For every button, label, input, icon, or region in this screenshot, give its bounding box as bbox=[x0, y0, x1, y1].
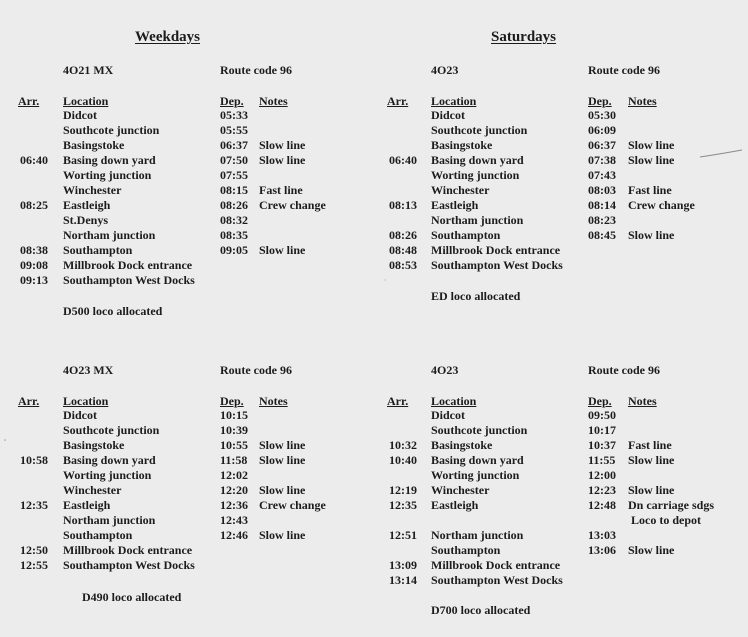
row-note: Fast line bbox=[259, 183, 303, 197]
route-code: Route code 96 bbox=[588, 63, 660, 77]
location-name: Didcot bbox=[431, 408, 465, 422]
arrival-time: 08:25 bbox=[20, 198, 48, 212]
departure-time: 11:55 bbox=[588, 453, 616, 467]
departure-time: 06:37 bbox=[220, 138, 248, 152]
departure-time: 12:36 bbox=[220, 498, 248, 512]
departure-time: 08:15 bbox=[220, 183, 248, 197]
departure-time: 07:50 bbox=[220, 153, 248, 167]
location-name: Didcot bbox=[63, 408, 97, 422]
departure-time: 10:37 bbox=[588, 438, 616, 452]
location-name: Millbrook Dock entrance bbox=[431, 558, 561, 572]
location-name: Basing down yard bbox=[431, 453, 524, 467]
location-name: Southampton West Docks bbox=[63, 558, 195, 572]
arrival-time: 13:09 bbox=[389, 558, 417, 572]
train-code: 4O23 bbox=[431, 63, 459, 77]
loco-allocation: ED loco allocated bbox=[431, 289, 521, 303]
row-note: Slow line bbox=[259, 243, 306, 257]
row-note: Slow line bbox=[259, 453, 306, 467]
location-name: Eastleigh bbox=[431, 498, 479, 512]
departure-time: 09:50 bbox=[588, 408, 616, 422]
weekdays-heading: Weekdays bbox=[135, 29, 201, 45]
departure-time: 06:37 bbox=[588, 138, 616, 152]
saturdays-heading: Saturdays bbox=[491, 29, 557, 45]
location-name: Southcote junction bbox=[63, 123, 160, 137]
location-name: Didcot bbox=[431, 108, 465, 122]
location-name: Southampton West Docks bbox=[431, 258, 563, 272]
row-note: Fast line bbox=[628, 438, 672, 452]
arrival-time: 12:55 bbox=[20, 558, 48, 572]
location-name: Winchester bbox=[63, 483, 122, 497]
row-note: Slow line bbox=[259, 528, 306, 542]
col-header-dep: Dep. bbox=[220, 94, 244, 108]
loco-allocation: D490 loco allocated bbox=[82, 590, 182, 604]
col-header-location: Location bbox=[63, 94, 109, 108]
departure-time: 12:20 bbox=[220, 483, 248, 497]
loco-allocation: D700 loco allocated bbox=[431, 603, 531, 617]
row-note: Crew change bbox=[628, 198, 695, 212]
col-header-location: Location bbox=[431, 94, 477, 108]
row-note: Slow line bbox=[628, 483, 675, 497]
arrival-time: 12:35 bbox=[389, 498, 417, 512]
train-code: 4O21 MX bbox=[63, 63, 114, 77]
departure-time: 08:35 bbox=[220, 228, 248, 242]
location-name: Southampton bbox=[431, 543, 501, 557]
location-name: Winchester bbox=[431, 183, 490, 197]
row-note: Slow line bbox=[628, 228, 675, 242]
departure-time: 11:58 bbox=[220, 453, 248, 467]
col-header-notes: Notes bbox=[259, 394, 288, 408]
location-name: Millbrook Dock entrance bbox=[431, 243, 561, 257]
location-name: Southampton bbox=[63, 243, 133, 257]
col-header-location: Location bbox=[431, 394, 477, 408]
location-name: Basingstoke bbox=[63, 438, 125, 452]
arrival-time: 10:40 bbox=[389, 453, 417, 467]
arrival-time: 08:53 bbox=[389, 258, 417, 272]
col-header-dep: Dep. bbox=[220, 394, 244, 408]
arrival-time: 12:19 bbox=[389, 483, 417, 497]
departure-time: 10:15 bbox=[220, 408, 248, 422]
location-name: Millbrook Dock entrance bbox=[63, 543, 193, 557]
row-note: Fast line bbox=[628, 183, 672, 197]
departure-time: 07:43 bbox=[588, 168, 616, 182]
location-name: Northam junction bbox=[63, 513, 156, 527]
col-header-dep: Dep. bbox=[588, 94, 612, 108]
row-note: Slow line bbox=[259, 438, 306, 452]
route-code: Route code 96 bbox=[588, 363, 660, 377]
col-header-notes: Notes bbox=[628, 394, 657, 408]
departure-time: 12:00 bbox=[588, 468, 616, 482]
departure-time: 08:45 bbox=[588, 228, 616, 242]
departure-time: 07:38 bbox=[588, 153, 616, 167]
departure-time: 12:02 bbox=[220, 468, 248, 482]
row-note: Slow line bbox=[628, 453, 675, 467]
location-name: Eastleigh bbox=[63, 198, 111, 212]
departure-time: 12:46 bbox=[220, 528, 248, 542]
col-header-arr: Arr. bbox=[387, 94, 409, 108]
location-name: Southampton bbox=[431, 228, 501, 242]
location-name: St.Denys bbox=[63, 213, 109, 227]
location-name: Southampton bbox=[63, 528, 133, 542]
arrival-time: 09:08 bbox=[20, 258, 48, 272]
row-note: Slow line bbox=[628, 153, 675, 167]
location-name: Southampton West Docks bbox=[431, 573, 563, 587]
col-header-arr: Arr. bbox=[18, 394, 40, 408]
location-name: Winchester bbox=[63, 183, 122, 197]
arrival-time: 06:40 bbox=[20, 153, 48, 167]
row-note: Slow line bbox=[259, 153, 306, 167]
location-name: Basing down yard bbox=[63, 153, 156, 167]
location-name: Basingstoke bbox=[63, 138, 125, 152]
departure-time: 06:09 bbox=[588, 123, 616, 137]
location-name: Worting junction bbox=[63, 468, 152, 482]
departure-time: 10:39 bbox=[220, 423, 248, 437]
arrival-time: 09:13 bbox=[20, 273, 48, 287]
col-header-arr: Arr. bbox=[18, 94, 40, 108]
location-name: Worting junction bbox=[431, 468, 520, 482]
location-name: Eastleigh bbox=[431, 198, 479, 212]
arrival-time: 08:26 bbox=[389, 228, 417, 242]
arrival-time: 13:14 bbox=[389, 573, 417, 587]
departure-time: 09:05 bbox=[220, 243, 248, 257]
row-note: Crew change bbox=[259, 498, 326, 512]
train-code: 4O23 MX bbox=[63, 363, 114, 377]
location-name: Southcote junction bbox=[431, 423, 528, 437]
arrival-time: 10:58 bbox=[20, 453, 48, 467]
route-code: Route code 96 bbox=[220, 63, 292, 77]
location-name: Worting junction bbox=[431, 168, 520, 182]
location-name: Winchester bbox=[431, 483, 490, 497]
location-name: Basingstoke bbox=[431, 138, 493, 152]
row-note: Loco to depot bbox=[631, 513, 701, 527]
departure-time: 05:55 bbox=[220, 123, 248, 137]
row-note: Slow line bbox=[259, 138, 306, 152]
row-note: Slow line bbox=[628, 543, 675, 557]
departure-time: 13:06 bbox=[588, 543, 616, 557]
departure-time: 05:33 bbox=[220, 108, 248, 122]
departure-time: 08:26 bbox=[220, 198, 248, 212]
row-note: Crew change bbox=[259, 198, 326, 212]
departure-time: 08:03 bbox=[588, 183, 616, 197]
location-name: Basing down yard bbox=[431, 153, 524, 167]
location-name: Southcote junction bbox=[431, 123, 528, 137]
location-name: Worting junction bbox=[63, 168, 152, 182]
arrival-time: 12:50 bbox=[20, 543, 48, 557]
col-header-arr: Arr. bbox=[387, 394, 409, 408]
row-note: Slow line bbox=[628, 138, 675, 152]
col-header-dep: Dep. bbox=[588, 394, 612, 408]
arrival-time: 06:40 bbox=[389, 153, 417, 167]
departure-time: 12:43 bbox=[220, 513, 248, 527]
departure-time: 10:17 bbox=[588, 423, 616, 437]
location-name: Eastleigh bbox=[63, 498, 111, 512]
departure-time: 07:55 bbox=[220, 168, 248, 182]
arrival-time: 10:32 bbox=[389, 438, 417, 452]
col-header-location: Location bbox=[63, 394, 109, 408]
location-name: Northam junction bbox=[431, 213, 524, 227]
row-note: Slow line bbox=[259, 483, 306, 497]
departure-time: 05:30 bbox=[588, 108, 616, 122]
departure-time: 10:55 bbox=[220, 438, 248, 452]
departure-time: 12:23 bbox=[588, 483, 616, 497]
loco-allocation: D500 loco allocated bbox=[63, 304, 163, 318]
arrival-time: 08:38 bbox=[20, 243, 48, 257]
arrival-time: 08:48 bbox=[389, 243, 417, 257]
train-code: 4O23 bbox=[431, 363, 459, 377]
col-header-notes: Notes bbox=[259, 94, 288, 108]
arrival-time: 08:13 bbox=[389, 198, 417, 212]
location-name: Basingstoke bbox=[431, 438, 493, 452]
arrival-time: 12:51 bbox=[389, 528, 417, 542]
location-name: Northam junction bbox=[431, 528, 524, 542]
row-note: Dn carriage sdgs bbox=[628, 498, 714, 512]
departure-time: 08:32 bbox=[220, 213, 248, 227]
departure-time: 08:23 bbox=[588, 213, 616, 227]
location-name: Basing down yard bbox=[63, 453, 156, 467]
location-name: Southampton West Docks bbox=[63, 273, 195, 287]
col-header-notes: Notes bbox=[628, 94, 657, 108]
route-code: Route code 96 bbox=[220, 363, 292, 377]
departure-time: 13:03 bbox=[588, 528, 616, 542]
departure-time: 12:48 bbox=[588, 498, 616, 512]
departure-time: 08:14 bbox=[588, 198, 616, 212]
location-name: Southcote junction bbox=[63, 423, 160, 437]
location-name: Northam junction bbox=[63, 228, 156, 242]
arrival-time: 12:35 bbox=[20, 498, 48, 512]
location-name: Didcot bbox=[63, 108, 97, 122]
location-name: Millbrook Dock entrance bbox=[63, 258, 193, 272]
